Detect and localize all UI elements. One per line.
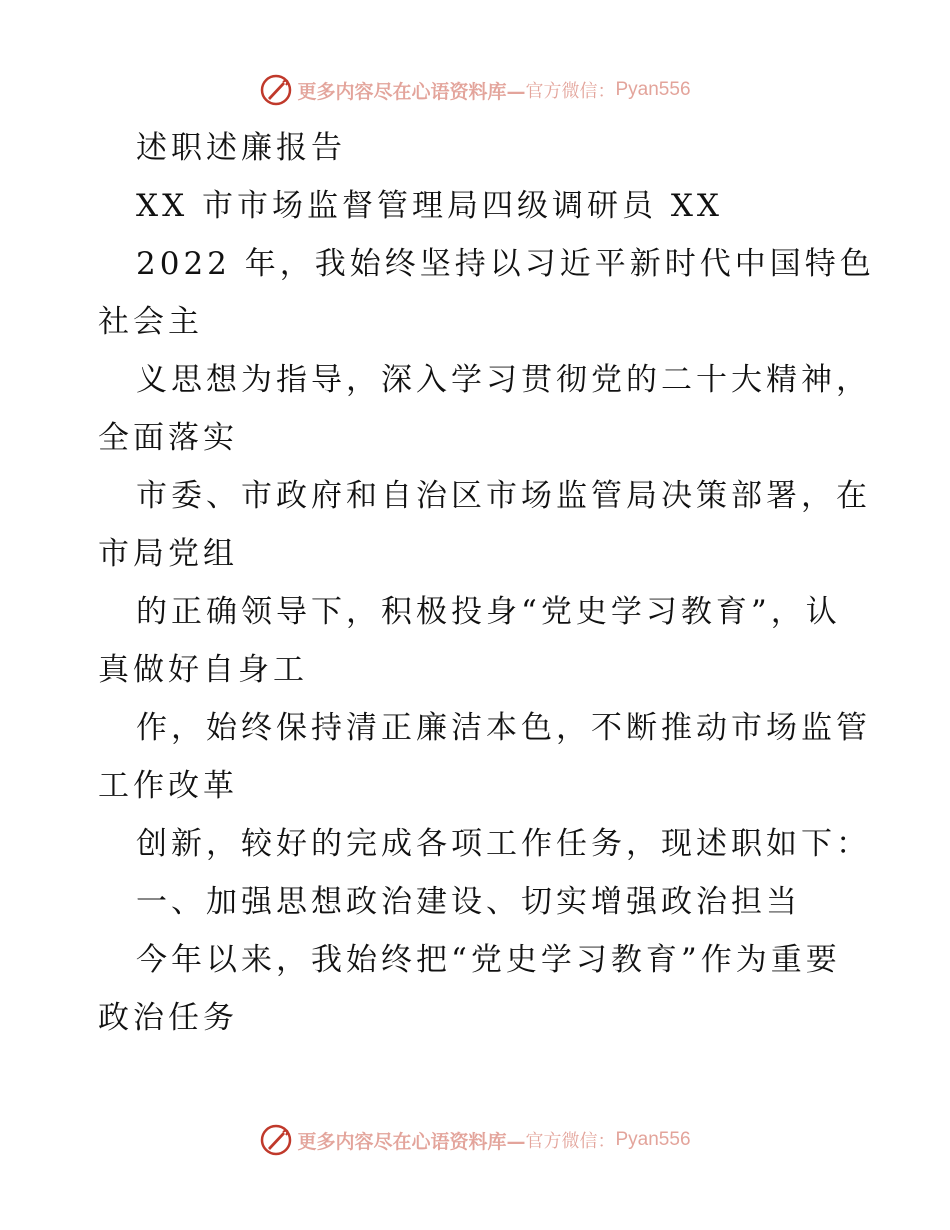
footer-watermark [0, 1120, 950, 1160]
watermark-id-text: Pyan556 [615, 79, 691, 100]
paragraph-line: 作，始终保持清正廉洁本色，不断推动市场监管 [136, 710, 871, 746]
quill-logo-icon [259, 1123, 293, 1157]
paragraph-line: 的正确领导下，积极投身“党史学习教育”，认 [136, 594, 841, 630]
section-heading: 一、加强思想政治建设、切实增强政治担当 [136, 884, 801, 920]
header-watermark [0, 70, 950, 110]
document-title: 述职述廉报告 [136, 130, 346, 166]
watermark-id-text: Pyan556 [615, 1129, 691, 1150]
watermark-main-text: 更多内容尽在心语资料库— [297, 1130, 526, 1153]
watermark-main-text: 更多内容尽在心语资料库— [297, 80, 526, 103]
paragraph-line: 市委、市政府和自治区市场监管局决策部署，在 [136, 478, 871, 514]
document-author: XX 市市场监督管理局四级调研员 XX [136, 188, 723, 224]
watermark-label-text: 官方微信： [525, 1131, 616, 1152]
quill-logo-icon [259, 73, 293, 107]
paragraph-line: 真做好自身工 [98, 652, 308, 688]
paragraph-line: 2022 年，我始终坚持以习近平新时代中国特色 [136, 246, 875, 282]
paragraph-line: 社会主 [98, 304, 203, 340]
paragraph-line: 全面落实 [98, 420, 238, 456]
paragraph-line: 政治任务 [98, 1000, 238, 1036]
paragraph-line: 工作改革 [98, 768, 238, 804]
paragraph-line: 创新，较好的完成各项工作任务，现述职如下： [136, 826, 871, 862]
paragraph-line: 今年以来，我始终把“党史学习教育”作为重要 [136, 942, 841, 978]
watermark-label-text: 官方微信： [525, 81, 616, 102]
paragraph-line: 义思想为指导，深入学习贯彻党的二十大精神， [136, 362, 871, 398]
paragraph-line: 市局党组 [98, 536, 238, 572]
